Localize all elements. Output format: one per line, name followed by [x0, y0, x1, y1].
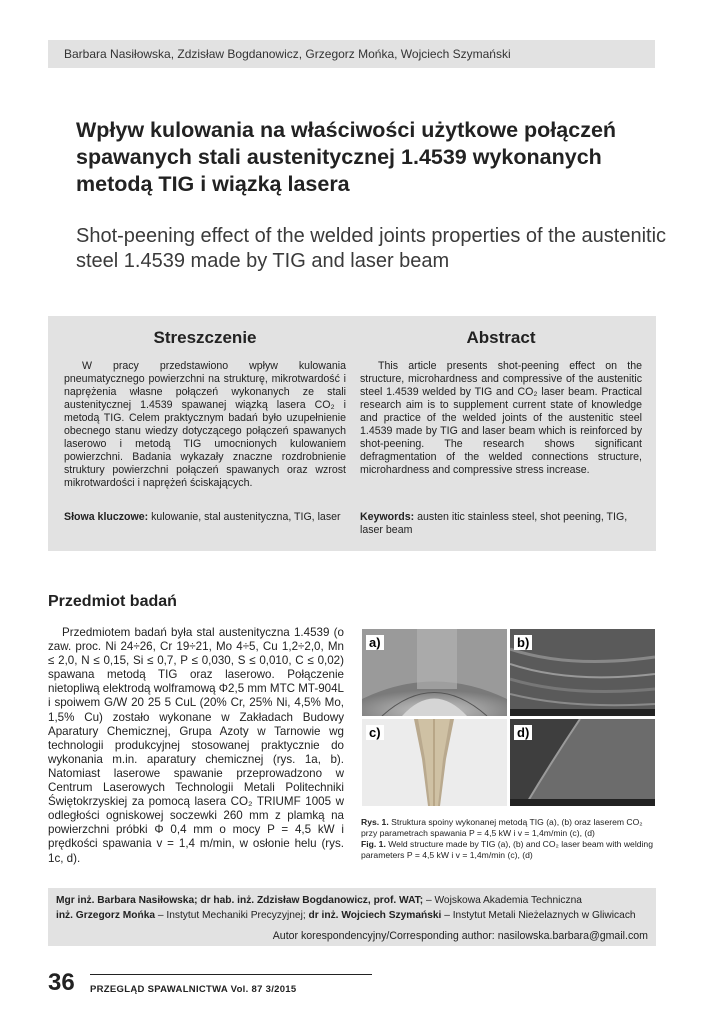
panel-label-a: a): [366, 635, 384, 650]
figure-caption: [361, 817, 657, 861]
page-number: 36: [48, 969, 75, 996]
micrograph-c-image: [362, 719, 507, 806]
title-english: Shot-peening effect of the welded joints properties of the austenitic steel 1.4539 made by TIG and laser beam: [76, 225, 667, 272]
section-body-text: Przedmiotem badań była stal austenityczna 1.4539 (o zaw. proc. Ni 24÷26, Cr 19÷21, Mo 4÷5, Cu 1,2÷2,0, Mn ≤ 2,0, N ≤ 0,15, Si ≤ 0,7, P ≤ 0,030, S ≤ 0,010, C ≤ 0,02) spawana metodą TIG oraz laserowo. Połączenie nietopliwą elektrodą wolframową Φ2,5 mm MTC MT-904L i spoiwem G/W 20 25 5 CuL (20% Cr, 25% Ni, 4,5% Mo, 1,5% Cu) zostało wykonane w Zakładach Budowy Aparatury Chemicznej, Grupa Azoty w Tarnowie wg technologii produkcyjnej stosowanej praktycznie do wykonania m.in. aparatury chemicznej (rys. 1a, b). Natomiast laserowe spawanie przeprowadzono w Centrum Laserowych Technologii Metali Politechniki Świętokrzyskiej za pomocą lasera CO₂ TRIUMF 1005 w odległości ogniskowej soczewki 260 mm z plamką na powierzchni próbki Φ 0,4 mm o mocy P = 4,5 kW i prędkości spawania v = 1,4 m/min, w osłonie helu (rys. 1c, d).: [48, 626, 344, 865]
keywords-polish-text: kulowanie, stal austenityczna, TIG, laser: [148, 511, 341, 523]
keywords-english-label: Keywords:: [360, 511, 415, 523]
abstract-polish-heading: Streszczenie: [153, 328, 257, 347]
keywords-polish: [64, 511, 346, 524]
affiliation-line-1: [56, 895, 582, 906]
abstract-polish-text: W pracy przedstawiono wpływ kulowania pneumatycznego powierzchni na strukturę, mikrotwardość i naprężenia własne połączeń wykonanych ze stali austenitycznej 1.4539 spawanej wiązką lasera CO₂ i metodą TIG. Celem praktycznym badań było uzupełnienie obecnego stanu wiedzy dotyczącego połączeń spawanych laserowo i metodą TIG umocnionych kulowaniem powierzchni. Badania wykazały znaczne rozdrobnienie struktury powierzchni połączeń spawanych oraz wzrost mikrotwardości i naprężeń ściskających.: [64, 360, 346, 489]
affiliation-authors-1: Mgr inż. Barbara Nasiłowska; dr hab. inż. Zdzisław Bogdanowicz, prof. WAT;: [56, 895, 424, 906]
abstract-english: [360, 328, 642, 477]
affiliation-author-2: inż. Grzegorz Mońka: [56, 910, 156, 921]
figure-1: [361, 628, 656, 808]
affiliation-line-2: [56, 910, 636, 921]
section-heading: Przedmiot badań: [48, 593, 177, 610]
affiliation-institution-2: – Instytut Mechaniki Precyzyjnej;: [155, 910, 309, 921]
affiliations-box: [48, 888, 656, 946]
figure-panel-d: [509, 718, 656, 807]
corresponding-author: Autor korespondencyjny/Corresponding author: nasilowska.barbara@gmail.com: [272, 930, 648, 942]
affiliation-author-3: dr inż. Wojciech Szymański: [308, 910, 442, 921]
abstract-box: [48, 316, 656, 551]
abstract-english-heading: Abstract: [466, 328, 536, 347]
affiliation-institution-1: – Wojskowa Akademia Techniczna: [423, 895, 582, 906]
abstract-english-text: This article presents shot-peening effect on the structure, microhardness and compressive of the austenitic steel 1.4539 welded by TIG and CO₂ laser beam. Practical research aim is to supplement current state of knowledge and practice of the welded joints of the austenitic steel 1.4539 made by TIG and laser beam which is reinforced by shot-peening. The research shows significant defragmentation of the welded connections structure, microhardness and compressive stress increase.: [360, 360, 642, 476]
caption-en-label: Fig. 1.: [361, 839, 386, 849]
figure-panel-a: [361, 628, 508, 717]
micrograph-a-image: [362, 629, 507, 716]
panel-label-d: d): [514, 725, 532, 740]
journal-name: PRZEGLĄD SPAWALNICTWA Vol. 87 3/2015: [90, 984, 297, 995]
affiliation-institution-3: – Instytut Metali Nieżelaznych w Gliwicach: [441, 910, 636, 921]
authors-header: [48, 40, 655, 68]
panel-label-c: c): [366, 725, 384, 740]
caption-en-text: Weld structure made by TIG (a), (b) and CO₂ laser beam with welding parameters P = 4,5 kW i v = 1,4m/min (c), (d): [361, 839, 653, 860]
caption-pl-text: Struktura spoiny wykonanej metodą TIG (a), (b) oraz laserem CO₂ przy parametrach spawania P = 4,5 kW i v = 1,4m/min (c), (d): [361, 817, 643, 838]
abstract-polish: [64, 328, 346, 490]
footer-rule: [90, 974, 372, 975]
title-polish: Wpływ kulowania na właściwości użytkowe połączeń spawanych stali austenitycznej 1.4539 wykonanych metodą TIG i wiązką lasera: [76, 118, 617, 196]
keywords-polish-label: Słowa kluczowe:: [64, 511, 149, 523]
figure-panel-b: [509, 628, 656, 717]
keywords-english: [360, 511, 642, 537]
caption-pl-label: Rys. 1.: [361, 817, 389, 827]
keywords-english-text: austen itic stainless steel, shot peening, TIG, laser beam: [360, 511, 628, 536]
figure-panel-c: [361, 718, 508, 807]
authors-text: Barbara Nasiłowska, Zdzisław Bogdanowicz, Grzegorz Mońka, Wojciech Szymański: [64, 47, 511, 61]
panel-label-b: b): [514, 635, 532, 650]
